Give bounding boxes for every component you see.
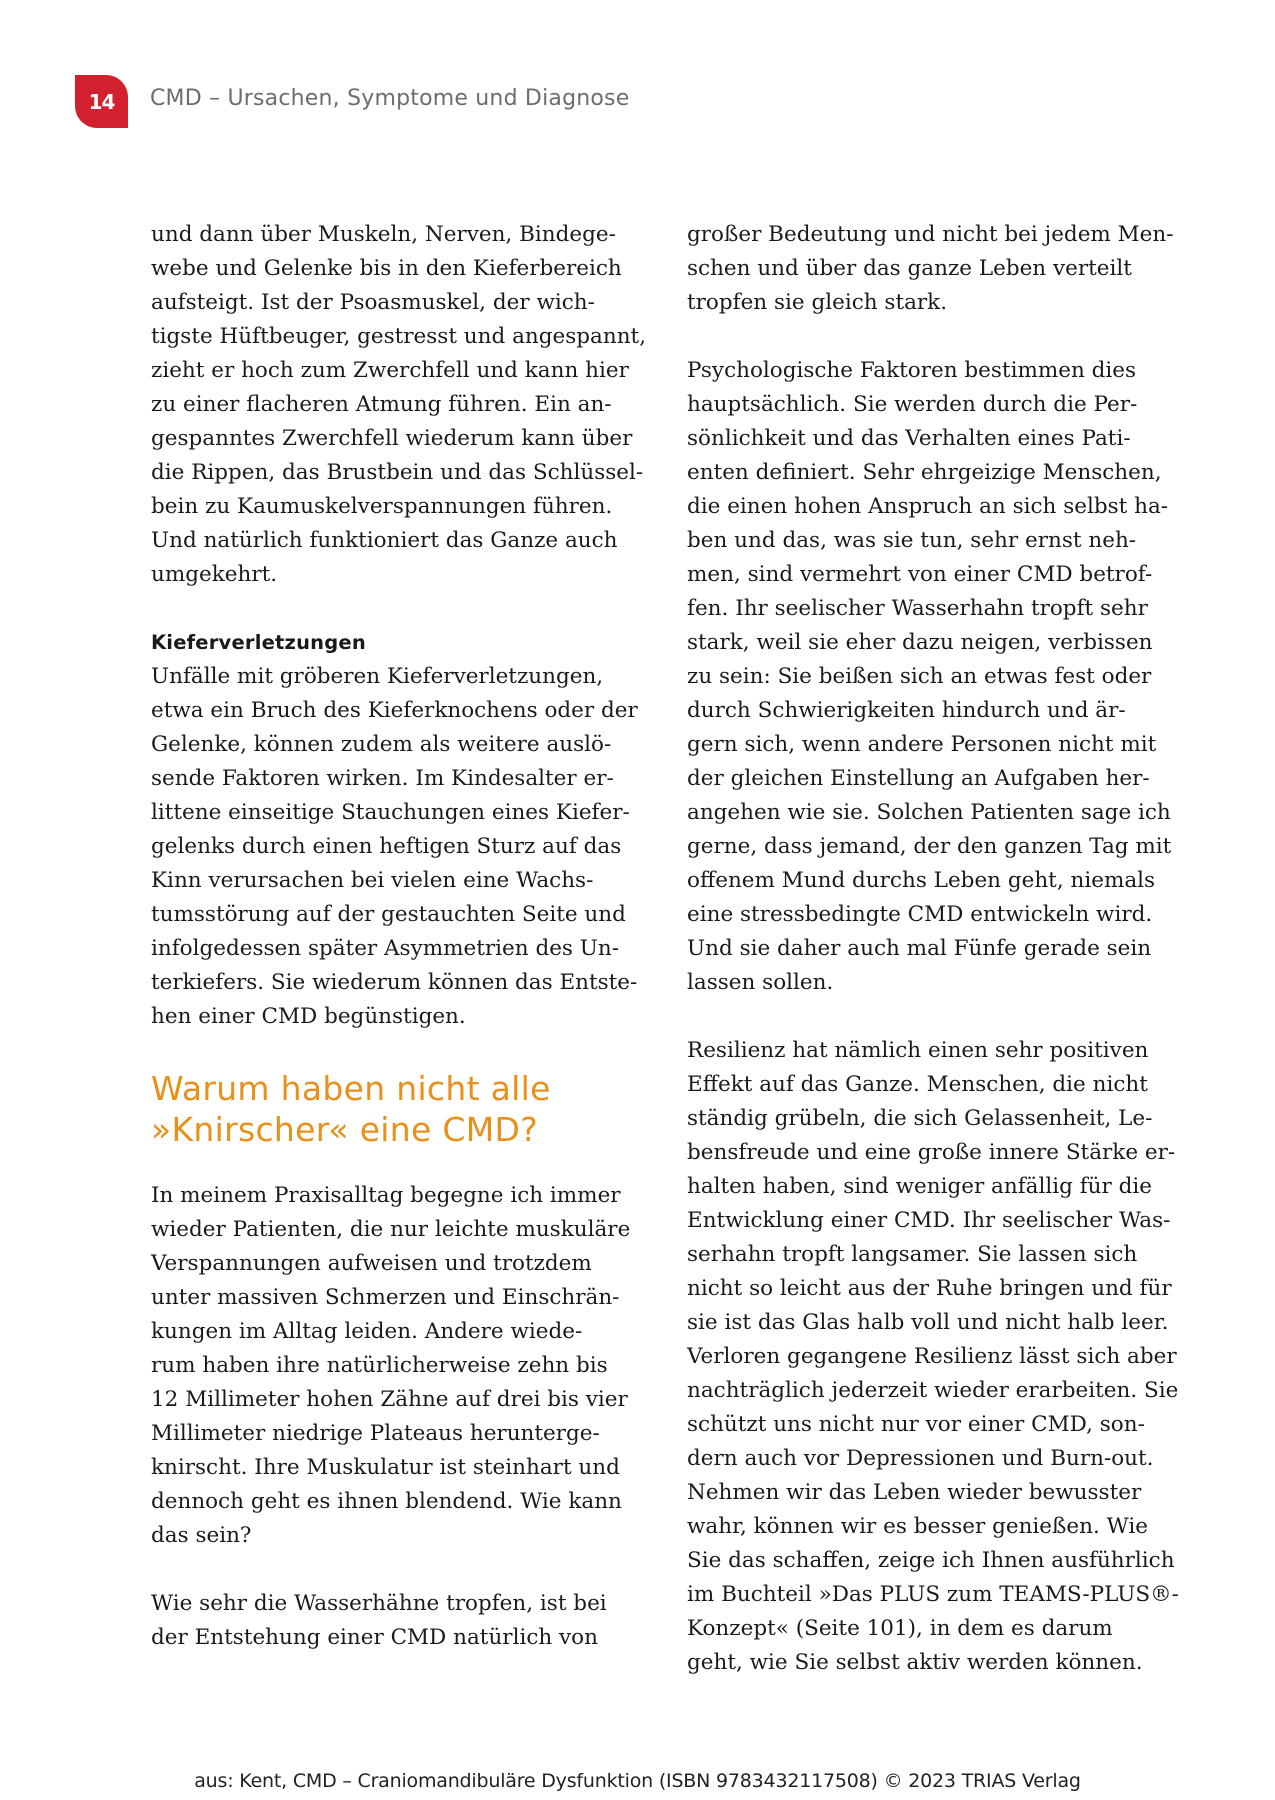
text-line: offenem Mund durchs Leben geht, niemals	[687, 868, 1156, 893]
text-line: wahr, können wir es besser genießen. Wie	[687, 1514, 1148, 1539]
text-line: zu sein: Sie beißen sich an etwas fest oder	[687, 664, 1152, 689]
text-line: schützt uns nicht nur vor einer CMD, son-	[687, 1412, 1145, 1437]
text-line: Sie das schaffen, zeige ich Ihnen ausführlich	[687, 1548, 1175, 1573]
text-line: gelenks durch einen heftigen Sturz auf das	[151, 834, 622, 859]
text-line: durch Schwierigkeiten hindurch und är-	[687, 698, 1126, 723]
text-line: Warum haben nicht alle	[151, 1069, 551, 1108]
paragraph-body	[151, 660, 651, 1034]
text-line: littene einseitige Stauchungen eines Kiefer-	[151, 800, 630, 825]
paragraph	[687, 354, 1187, 1000]
page-number-badge	[75, 75, 128, 128]
text-line: angehen wie sie. Solchen Patienten sage ich	[687, 800, 1171, 825]
paragraph	[151, 1179, 651, 1553]
text-line: eine stressbedingte CMD entwickeln wird.	[687, 902, 1153, 927]
text-line: fen. Ihr seelischer Wasserhahn tropft sehr	[687, 596, 1148, 621]
text-line: kungen im Alltag leiden. Andere wiede-	[151, 1319, 583, 1344]
text-line: die Rippen, das Brustbein und das Schlüssel-	[151, 460, 644, 485]
text-line: und dann über Muskeln, Nerven, Bindege-	[151, 222, 616, 247]
paragraph	[687, 1034, 1187, 1680]
text-line: tumsstörung auf der gestauchten Seite und	[151, 902, 626, 927]
text-line: unter massiven Schmerzen und Einschrän-	[151, 1285, 620, 1310]
text-line: schen und über das ganze Leben verteilt	[687, 256, 1132, 281]
text-line: 12 Millimeter hohen Zähne auf drei bis vier	[151, 1387, 628, 1412]
text-line: geht, wie Sie selbst aktiv werden können.	[687, 1650, 1143, 1675]
text-line: lassen sollen.	[687, 970, 834, 995]
paragraph-kieferverletzungen	[151, 626, 651, 1034]
text-line: Verloren gegangene Resilienz lässt sich aber	[687, 1344, 1177, 1369]
page-number: 14	[88, 89, 115, 114]
text-line: Nehmen wir das Leben wieder bewusster	[687, 1480, 1142, 1505]
text-line: infolgedessen später Asymmetrien des Un-	[151, 936, 620, 961]
text-line: Gelenke, können zudem als weitere auslö-	[151, 732, 612, 757]
text-line: Resilienz hat nämlich einen sehr positiven	[687, 1038, 1149, 1063]
text-line: dern auch vor Depressionen und Burn-out.	[687, 1446, 1154, 1471]
text-line: ben und das, was sie tun, sehr ernst neh-	[687, 528, 1137, 553]
text-line: halten haben, sind weniger anfällig für die	[687, 1174, 1153, 1199]
text-line: zu einer flacheren Atmung führen. Ein an-	[151, 392, 612, 417]
paragraph	[151, 1587, 651, 1655]
text-line: Und natürlich funktioniert das Ganze auch	[151, 528, 618, 553]
text-line: bensfreude und eine große innere Stärke er-	[687, 1140, 1176, 1165]
text-line: das sein?	[151, 1523, 252, 1548]
text-line: gerne, dass jemand, der den ganzen Tag mit	[687, 834, 1172, 859]
text-line: umgekehrt.	[151, 562, 278, 587]
text-line: knirscht. Ihre Muskulatur ist steinhart und	[151, 1455, 620, 1480]
text-line: zieht er hoch zum Zwerchfell und kann hier	[151, 358, 629, 383]
running-head: CMD – Ursachen, Symptome und Diagnose	[150, 86, 630, 111]
text-line: rum haben ihre natürlicherweise zehn bis	[151, 1353, 608, 1378]
text-line: nachträglich jederzeit wieder erarbeiten. Sie	[687, 1378, 1179, 1403]
text-line: sende Faktoren wirken. Im Kindesalter er-	[151, 766, 614, 791]
text-line: Unfälle mit gröberen Kieferverletzungen,	[151, 664, 604, 689]
text-line: Und sie daher auch mal Fünfe gerade sein	[687, 936, 1152, 961]
text-line: hauptsächlich. Sie werden durch die Per-	[687, 392, 1138, 417]
text-line: wieder Patienten, die nur leichte muskuläre	[151, 1217, 631, 1242]
footer-citation: aus: Kent, CMD – Craniomandibuläre Dysfunktion (ISBN 9783432117508) © 2023 TRIAS Verlag	[194, 1770, 1081, 1792]
paragraph	[151, 218, 651, 592]
text-line: stark, weil sie eher dazu neigen, verbissen	[687, 630, 1153, 655]
text-line: sie ist das Glas halb voll und nicht halb leer.	[687, 1310, 1169, 1335]
text-line: tropfen sie gleich stark.	[687, 290, 948, 315]
paragraph	[687, 218, 1187, 320]
text-line: dennoch geht es ihnen blendend. Wie kann	[151, 1489, 622, 1514]
left-column	[151, 218, 651, 1689]
text-line: gespanntes Zwerchfell wiederum kann über	[151, 426, 633, 451]
text-line: hen einer CMD begünstigen.	[151, 1004, 466, 1029]
text-line: etwa ein Bruch des Kieferknochens oder der	[151, 698, 638, 723]
text-line: die einen hohen Anspruch an sich selbst ha-	[687, 494, 1169, 519]
text-line: Kinn verursachen bei vielen eine Wachs-	[151, 868, 594, 893]
text-line: Millimeter niedrige Plateaus herunterge-	[151, 1421, 600, 1446]
text-line: im Buchteil »Das PLUS zum TEAMS-PLUS®-	[687, 1582, 1179, 1607]
text-line: Konzept« (Seite 101), in dem es darum	[687, 1616, 1113, 1641]
text-line: In meinem Praxisalltag begegne ich immer	[151, 1183, 621, 1208]
text-line: der Entstehung einer CMD natürlich von	[151, 1625, 598, 1650]
text-line: enten definiert. Sehr ehrgeizige Menschen,	[687, 460, 1162, 485]
text-line: men, sind vermehrt von einer CMD betrof-	[687, 562, 1153, 587]
text-line: nicht so leicht aus der Ruhe bringen und für	[687, 1276, 1172, 1301]
text-line: ständig grübeln, die sich Gelassenheit, Le-	[687, 1106, 1153, 1131]
text-line: gern sich, wenn andere Personen nicht mit	[687, 732, 1157, 757]
text-line: terkiefers. Sie wiederum können das Entste-	[151, 970, 638, 995]
text-line: der gleichen Einstellung an Aufgaben her-	[687, 766, 1150, 791]
text-line: webe und Gelenke bis in den Kieferbereich	[151, 256, 622, 281]
text-line: großer Bedeutung und nicht bei jedem Men-	[687, 222, 1174, 247]
subheading: Kieferverletzungen	[151, 631, 366, 654]
text-line: tigste Hüftbeuger, gestresst und angespannt,	[151, 324, 647, 349]
text-line: serhahn tropft langsamer. Sie lassen sich	[687, 1242, 1138, 1267]
text-line: Psychologische Faktoren bestimmen dies	[687, 358, 1137, 383]
text-line: Entwicklung einer CMD. Ihr seelischer Was-	[687, 1208, 1171, 1233]
text-line: Wie sehr die Wasserhähne tropfen, ist bei	[151, 1591, 607, 1616]
text-line: sönlichkeit und das Verhalten eines Pati-	[687, 426, 1131, 451]
text-line: aufsteigt. Ist der Psoasmuskel, der wich-	[151, 290, 595, 315]
text-line: »Knirscher« eine CMD?	[151, 1110, 539, 1149]
text-line: Verspannungen aufweisen und trotzdem	[151, 1251, 592, 1276]
right-column	[687, 218, 1187, 1714]
text-line: Effekt auf das Ganze. Menschen, die nicht	[687, 1072, 1148, 1097]
section-heading	[151, 1068, 651, 1150]
text-line: bein zu Kaumuskelverspannungen führen.	[151, 494, 613, 519]
